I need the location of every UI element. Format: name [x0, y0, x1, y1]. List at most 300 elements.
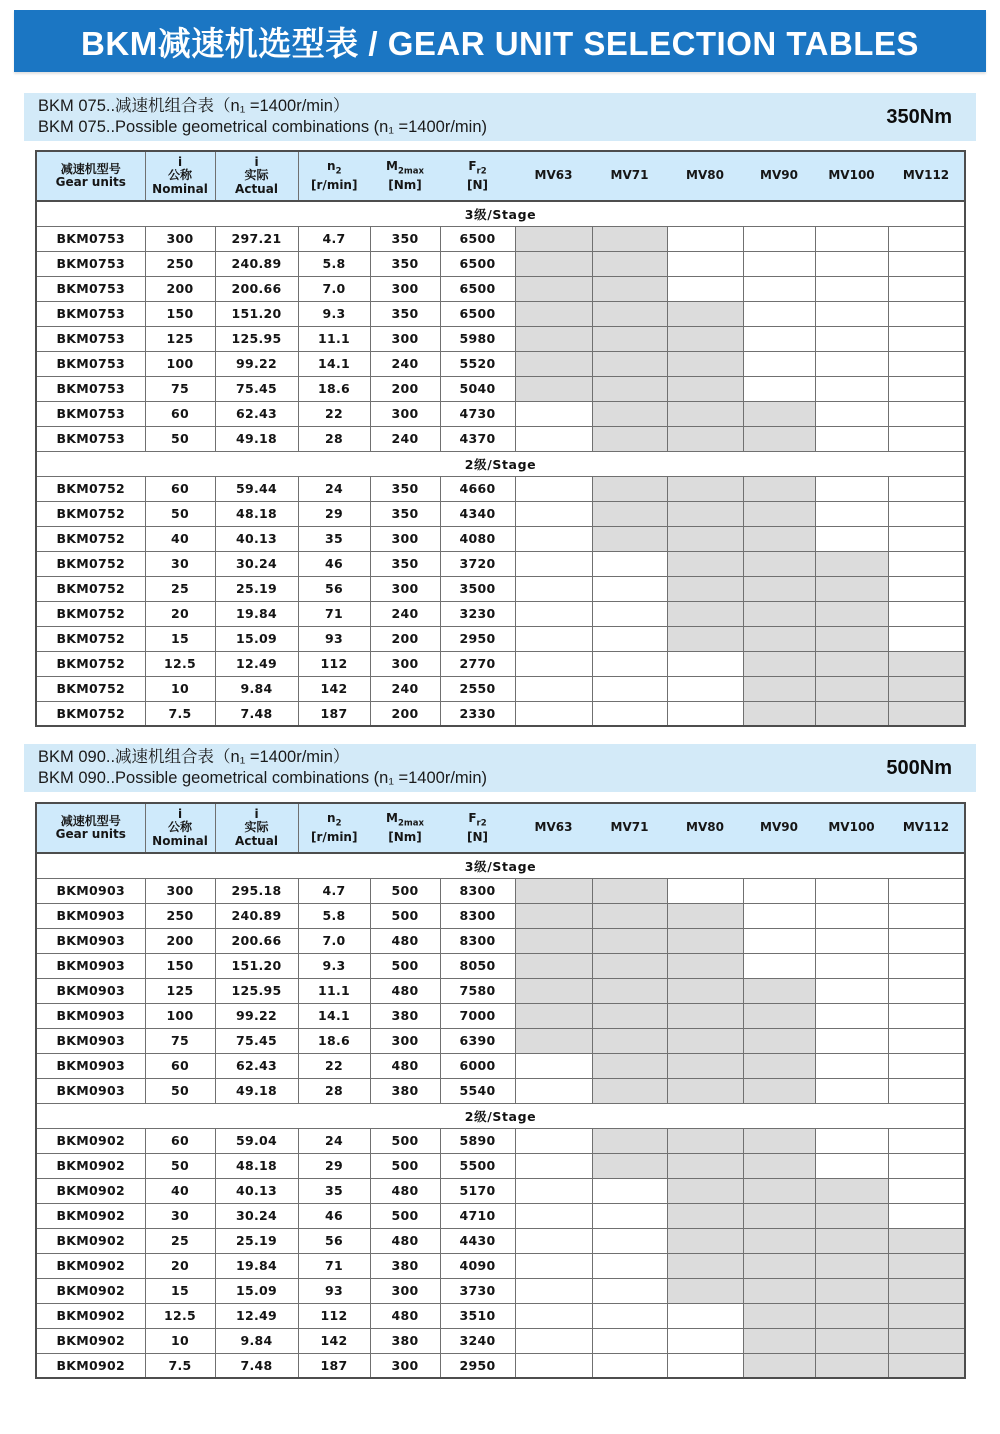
- cell-m2max: 300: [370, 651, 440, 676]
- cell-fr2: 5980: [440, 326, 515, 351]
- mv-cell-mv63: [515, 326, 592, 351]
- cell-m2max: 200: [370, 626, 440, 651]
- cell-m2max: 350: [370, 476, 440, 501]
- mv-cell-mv90: [743, 251, 815, 276]
- mv-cell-mv63: [515, 1053, 592, 1078]
- mv-cell-mv71: [592, 426, 667, 451]
- table-row: [36, 1228, 965, 1253]
- cell-i-actual: 49.18: [215, 1078, 298, 1103]
- cell-i-nominal: 125: [145, 978, 215, 1003]
- cell-i-actual: 59.44: [215, 476, 298, 501]
- mv-cell-mv90: [743, 903, 815, 928]
- column-header-subscript: 2: [335, 818, 342, 829]
- column-header-mv100: [815, 151, 888, 201]
- caption-en: BKM 075..Possible geometrical combinations (n₁ =1400r/min): [38, 118, 487, 136]
- cell-i-actual: 125.95: [215, 326, 298, 351]
- mv-cell-mv100: [815, 1328, 888, 1353]
- cell-m2max: 380: [370, 1078, 440, 1103]
- mv-cell-mv63: [515, 1153, 592, 1178]
- mv-cell-mv112: [888, 351, 965, 376]
- column-header-mv100: [815, 803, 888, 853]
- table-row: [36, 526, 965, 551]
- mv-cell-mv63: [515, 401, 592, 426]
- mv-cell-mv90: [743, 1328, 815, 1353]
- mv-cell-mv71: [592, 651, 667, 676]
- mv-cell-mv63: [515, 626, 592, 651]
- cell-i-actual: 40.13: [215, 1178, 298, 1203]
- cell-gear-units: BKM0902: [36, 1328, 145, 1353]
- stage-row: [36, 1103, 965, 1128]
- table-row: [36, 978, 965, 1003]
- mv-cell-mv90: [743, 701, 815, 726]
- mv-cell-mv63: [515, 1203, 592, 1228]
- cell-fr2: 8300: [440, 878, 515, 903]
- mv-cell-mv90: [743, 526, 815, 551]
- cell-m2max: 240: [370, 601, 440, 626]
- mv-cell-mv112: [888, 1253, 965, 1278]
- cell-m2max: 380: [370, 1253, 440, 1278]
- cell-i-nominal: 125: [145, 326, 215, 351]
- cell-fr2: 2950: [440, 1353, 515, 1378]
- mv-cell-mv112: [888, 1078, 965, 1103]
- column-header-subscript: r2: [476, 818, 487, 829]
- mv-cell-mv90: [743, 626, 815, 651]
- cell-m2max: 500: [370, 878, 440, 903]
- header-row: [36, 803, 965, 853]
- column-header-text: Gear units: [55, 175, 126, 189]
- table-075-caption: [24, 93, 976, 141]
- cell-m2max: 350: [370, 226, 440, 251]
- cell-i-actual: 19.84: [215, 1253, 298, 1278]
- mv-cell-mv112: [888, 1153, 965, 1178]
- mv-cell-mv112: [888, 1328, 965, 1353]
- column-header-line: [667, 821, 743, 835]
- cell-i-actual: 19.84: [215, 601, 298, 626]
- column-header-text: Actual: [235, 833, 278, 848]
- cell-fr2: 2330: [440, 701, 515, 726]
- table-row: [36, 903, 965, 928]
- cell-m2max: 480: [370, 978, 440, 1003]
- mv-cell-mv63: [515, 1128, 592, 1153]
- mv-cell-mv80: [667, 551, 743, 576]
- mv-cell-mv90: [743, 1228, 815, 1253]
- mv-cell-mv100: [815, 1203, 888, 1228]
- cell-i-nominal: 20: [145, 601, 215, 626]
- page-banner: [14, 10, 986, 72]
- column-header-mv63: [515, 803, 592, 853]
- cell-gear-units: BKM0903: [36, 1028, 145, 1053]
- mv-cell-mv112: [888, 1053, 965, 1078]
- column-header-line: [216, 821, 298, 835]
- column-header-line: [370, 179, 440, 193]
- column-header-mv80: [667, 803, 743, 853]
- column-header-fr2: [440, 151, 515, 201]
- mv-cell-mv80: [667, 251, 743, 276]
- cell-fr2: 3720: [440, 551, 515, 576]
- cell-n2: 71: [298, 601, 370, 626]
- mv-cell-mv90: [743, 351, 815, 376]
- table-row: [36, 426, 965, 451]
- mv-cell-mv90: [743, 1178, 815, 1203]
- table-row: [36, 1003, 965, 1028]
- mv-cell-mv63: [515, 476, 592, 501]
- cell-fr2: 3730: [440, 1278, 515, 1303]
- table-row: [36, 1128, 965, 1153]
- mv-cell-mv100: [815, 376, 888, 401]
- mv-cell-mv63: [515, 276, 592, 301]
- column-header-text: [Nm]: [388, 829, 422, 844]
- mv-cell-mv80: [667, 701, 743, 726]
- mv-cell-mv90: [743, 1353, 815, 1378]
- column-header-line: [440, 179, 515, 193]
- mv-cell-mv100: [815, 351, 888, 376]
- mv-cell-mv90: [743, 576, 815, 601]
- mv-cell-mv90: [743, 1303, 815, 1328]
- column-header-line: [37, 176, 145, 190]
- cell-i-nominal: 40: [145, 1178, 215, 1203]
- mv-cell-mv71: [592, 978, 667, 1003]
- mv-cell-mv63: [515, 351, 592, 376]
- mv-cell-mv90: [743, 601, 815, 626]
- mv-cell-mv90: [743, 1278, 815, 1303]
- cell-fr2: 4660: [440, 476, 515, 501]
- table-row: [36, 576, 965, 601]
- torque-badge: 350Nm: [886, 105, 952, 128]
- mv-cell-mv80: [667, 1278, 743, 1303]
- column-header-text: [N]: [466, 177, 488, 192]
- mv-cell-mv71: [592, 1253, 667, 1278]
- cell-gear-units: BKM0903: [36, 1078, 145, 1103]
- cell-fr2: 5500: [440, 1153, 515, 1178]
- mv-cell-mv90: [743, 1028, 815, 1053]
- mv-cell-mv90: [743, 928, 815, 953]
- column-header-line: [743, 821, 815, 835]
- cell-n2: 7.0: [298, 276, 370, 301]
- column-header-text: i: [177, 154, 183, 169]
- mv-cell-mv71: [592, 251, 667, 276]
- column-header-text: M: [386, 810, 398, 825]
- mv-cell-mv63: [515, 1228, 592, 1253]
- mv-cell-mv80: [667, 903, 743, 928]
- cell-i-nominal: 50: [145, 1153, 215, 1178]
- cell-gear-units: BKM0753: [36, 376, 145, 401]
- mv-cell-mv80: [667, 476, 743, 501]
- column-header-line: [37, 815, 145, 829]
- mv-cell-mv90: [743, 226, 815, 251]
- cell-n2: 5.8: [298, 251, 370, 276]
- cell-fr2: 5170: [440, 1178, 515, 1203]
- mv-cell-mv80: [667, 601, 743, 626]
- mv-cell-mv80: [667, 276, 743, 301]
- mv-cell-mv71: [592, 1078, 667, 1103]
- cell-gear-units: BKM0903: [36, 978, 145, 1003]
- mv-cell-mv112: [888, 601, 965, 626]
- mv-cell-mv71: [592, 476, 667, 501]
- mv-cell-mv63: [515, 226, 592, 251]
- cell-i-nominal: 12.5: [145, 1303, 215, 1328]
- table-row: [36, 1253, 965, 1278]
- table-row: [36, 626, 965, 651]
- column-header-i-actual: [215, 803, 298, 853]
- cell-gear-units: BKM0752: [36, 651, 145, 676]
- mv-cell-mv80: [667, 1078, 743, 1103]
- cell-n2: 4.7: [298, 226, 370, 251]
- cell-i-nominal: 300: [145, 878, 215, 903]
- column-header-line: [370, 160, 440, 179]
- cell-gear-units: BKM0752: [36, 626, 145, 651]
- mv-cell-mv80: [667, 226, 743, 251]
- cell-n2: 93: [298, 1278, 370, 1303]
- mv-cell-mv100: [815, 326, 888, 351]
- column-header-text: 公称: [167, 820, 192, 835]
- mv-cell-mv71: [592, 1278, 667, 1303]
- caption-en: BKM 090..Possible geometrical combinations (n₁ =1400r/min): [38, 769, 487, 787]
- column-header-text: Gear units: [55, 827, 126, 841]
- mv-cell-mv112: [888, 1353, 965, 1378]
- table-row: [36, 1078, 965, 1103]
- column-header-line: [440, 812, 515, 831]
- mv-cell-mv63: [515, 551, 592, 576]
- cell-n2: 142: [298, 1328, 370, 1353]
- mv-cell-mv71: [592, 928, 667, 953]
- mv-cell-mv63: [515, 953, 592, 978]
- cell-i-nominal: 60: [145, 1128, 215, 1153]
- cell-n2: 93: [298, 626, 370, 651]
- cell-gear-units: BKM0903: [36, 903, 145, 928]
- column-header-subscript: r2: [476, 166, 487, 177]
- column-header-gear-units: [36, 803, 145, 853]
- mv-cell-mv80: [667, 351, 743, 376]
- column-header-text: [N]: [466, 829, 488, 844]
- mv-cell-mv112: [888, 326, 965, 351]
- column-header-line: [146, 835, 215, 849]
- cell-i-actual: 9.84: [215, 1328, 298, 1353]
- mv-cell-mv71: [592, 551, 667, 576]
- cell-i-actual: 151.20: [215, 953, 298, 978]
- table-row: [36, 551, 965, 576]
- mv-cell-mv71: [592, 1128, 667, 1153]
- cell-fr2: 3510: [440, 1303, 515, 1328]
- cell-n2: 56: [298, 1228, 370, 1253]
- mv-cell-mv90: [743, 426, 815, 451]
- cell-i-nominal: 75: [145, 376, 215, 401]
- cell-n2: 112: [298, 1303, 370, 1328]
- column-header-i-actual: [215, 151, 298, 201]
- stage-row: [36, 201, 965, 226]
- cell-i-nominal: 25: [145, 576, 215, 601]
- cell-m2max: 240: [370, 351, 440, 376]
- mv-cell-mv90: [743, 376, 815, 401]
- cell-n2: 4.7: [298, 878, 370, 903]
- mv-cell-mv71: [592, 1153, 667, 1178]
- cell-n2: 11.1: [298, 326, 370, 351]
- cell-m2max: 480: [370, 1178, 440, 1203]
- column-header-line: [299, 179, 371, 193]
- cell-i-nominal: 15: [145, 626, 215, 651]
- column-header-n2: [298, 151, 370, 201]
- cell-gear-units: BKM0752: [36, 501, 145, 526]
- column-header-line: [299, 831, 371, 845]
- mv-cell-mv63: [515, 1078, 592, 1103]
- mv-cell-mv63: [515, 903, 592, 928]
- cell-i-nominal: 100: [145, 1003, 215, 1028]
- cell-gear-units: BKM0902: [36, 1203, 145, 1228]
- mv-cell-mv71: [592, 301, 667, 326]
- mv-cell-mv80: [667, 1328, 743, 1353]
- cell-fr2: 8300: [440, 928, 515, 953]
- table-row: [36, 1028, 965, 1053]
- cell-i-actual: 48.18: [215, 501, 298, 526]
- cell-n2: 28: [298, 1078, 370, 1103]
- cell-i-actual: 200.66: [215, 276, 298, 301]
- column-header-mv71: [592, 803, 667, 853]
- table-row: [36, 251, 965, 276]
- cell-i-nominal: 7.5: [145, 1353, 215, 1378]
- column-header-text: M: [386, 158, 398, 173]
- mv-cell-mv63: [515, 1253, 592, 1278]
- mv-cell-mv80: [667, 1053, 743, 1078]
- cell-n2: 28: [298, 426, 370, 451]
- column-header-mv90: [743, 151, 815, 201]
- cell-i-nominal: 50: [145, 501, 215, 526]
- cell-m2max: 300: [370, 1278, 440, 1303]
- cell-gear-units: BKM0903: [36, 878, 145, 903]
- mv-cell-mv90: [743, 501, 815, 526]
- cell-m2max: 200: [370, 376, 440, 401]
- cell-gear-units: BKM0753: [36, 326, 145, 351]
- mv-cell-mv80: [667, 1003, 743, 1028]
- table-row: [36, 878, 965, 903]
- column-header-text: F: [468, 158, 477, 173]
- cell-i-nominal: 30: [145, 1203, 215, 1228]
- column-header-text: MV71: [610, 168, 649, 183]
- column-header-text: [r/min]: [311, 177, 358, 192]
- column-header-text: i: [254, 806, 259, 821]
- cell-gear-units: BKM0753: [36, 301, 145, 326]
- catalog-page: [0, 10, 1000, 1379]
- column-header-mv112: [888, 803, 965, 853]
- cell-fr2: 8300: [440, 903, 515, 928]
- cell-i-nominal: 10: [145, 676, 215, 701]
- cell-fr2: 7580: [440, 978, 515, 1003]
- mv-cell-mv112: [888, 1003, 965, 1028]
- cell-i-actual: 49.18: [215, 426, 298, 451]
- mv-cell-mv63: [515, 878, 592, 903]
- mv-cell-mv100: [815, 1003, 888, 1028]
- mv-cell-mv112: [888, 1128, 965, 1153]
- table-row: [36, 226, 965, 251]
- cell-fr2: 2950: [440, 626, 515, 651]
- cell-i-actual: 240.89: [215, 903, 298, 928]
- column-header-line: [146, 821, 215, 835]
- cell-fr2: 6500: [440, 251, 515, 276]
- mv-cell-mv100: [815, 1028, 888, 1053]
- stage-row: [36, 853, 965, 878]
- column-header-mv112: [888, 151, 965, 201]
- cell-fr2: 5040: [440, 376, 515, 401]
- column-header-line: [216, 835, 298, 849]
- mv-cell-mv90: [743, 1253, 815, 1278]
- mv-cell-mv112: [888, 401, 965, 426]
- cell-gear-units: BKM0903: [36, 1053, 145, 1078]
- cell-m2max: 300: [370, 401, 440, 426]
- cell-gear-units: BKM0752: [36, 701, 145, 726]
- cell-i-actual: 99.22: [215, 1003, 298, 1028]
- cell-n2: 24: [298, 476, 370, 501]
- column-header-line: [216, 183, 298, 197]
- mv-cell-mv90: [743, 1128, 815, 1153]
- column-header-mv63: [515, 151, 592, 201]
- cell-i-nominal: 75: [145, 1028, 215, 1053]
- cell-n2: 9.3: [298, 953, 370, 978]
- cell-i-actual: 9.84: [215, 676, 298, 701]
- mv-cell-mv71: [592, 676, 667, 701]
- table-row: [36, 1278, 965, 1303]
- mv-cell-mv80: [667, 1203, 743, 1228]
- mv-cell-mv112: [888, 1228, 965, 1253]
- mv-cell-mv71: [592, 351, 667, 376]
- mv-cell-mv90: [743, 326, 815, 351]
- cell-i-actual: 151.20: [215, 301, 298, 326]
- mv-cell-mv112: [888, 576, 965, 601]
- column-header-text: MV90: [760, 820, 798, 835]
- mv-cell-mv71: [592, 878, 667, 903]
- stage-row: [36, 451, 965, 476]
- mv-cell-mv112: [888, 426, 965, 451]
- table-row: [36, 953, 965, 978]
- table-row: [36, 1303, 965, 1328]
- cell-i-nominal: 50: [145, 1078, 215, 1103]
- cell-fr2: 6500: [440, 301, 515, 326]
- mv-cell-mv80: [667, 576, 743, 601]
- column-header-text: 减速机型号: [60, 161, 121, 176]
- cell-gear-units: BKM0902: [36, 1303, 145, 1328]
- column-header-gear-units: [36, 151, 145, 201]
- cell-i-actual: 30.24: [215, 551, 298, 576]
- column-header-text: MV63: [534, 820, 573, 835]
- mv-cell-mv90: [743, 1053, 815, 1078]
- table-row: [36, 1353, 965, 1378]
- column-header-text: 实际: [244, 168, 269, 183]
- cell-i-actual: 25.19: [215, 576, 298, 601]
- column-header-text: MV80: [686, 168, 724, 183]
- mv-cell-mv100: [815, 1353, 888, 1378]
- cell-m2max: 500: [370, 1128, 440, 1153]
- cell-n2: 14.1: [298, 1003, 370, 1028]
- cell-i-actual: 48.18: [215, 1153, 298, 1178]
- mv-cell-mv80: [667, 928, 743, 953]
- column-header-line: [667, 169, 743, 183]
- caption-block: [38, 747, 487, 789]
- table-row: [36, 326, 965, 351]
- cell-i-nominal: 50: [145, 426, 215, 451]
- cell-fr2: 8050: [440, 953, 515, 978]
- mv-cell-mv80: [667, 626, 743, 651]
- cell-i-nominal: 60: [145, 401, 215, 426]
- mv-cell-mv80: [667, 1353, 743, 1378]
- cell-n2: 46: [298, 551, 370, 576]
- mv-cell-mv71: [592, 226, 667, 251]
- column-header-text: n: [327, 810, 336, 825]
- mv-cell-mv100: [815, 676, 888, 701]
- cell-gear-units: BKM0752: [36, 676, 145, 701]
- column-header-line: [815, 821, 888, 835]
- cell-fr2: 6390: [440, 1028, 515, 1053]
- column-header-text: 公称: [167, 168, 192, 183]
- column-header-line: [370, 812, 440, 831]
- mv-cell-mv100: [815, 476, 888, 501]
- column-header-line: [440, 831, 515, 845]
